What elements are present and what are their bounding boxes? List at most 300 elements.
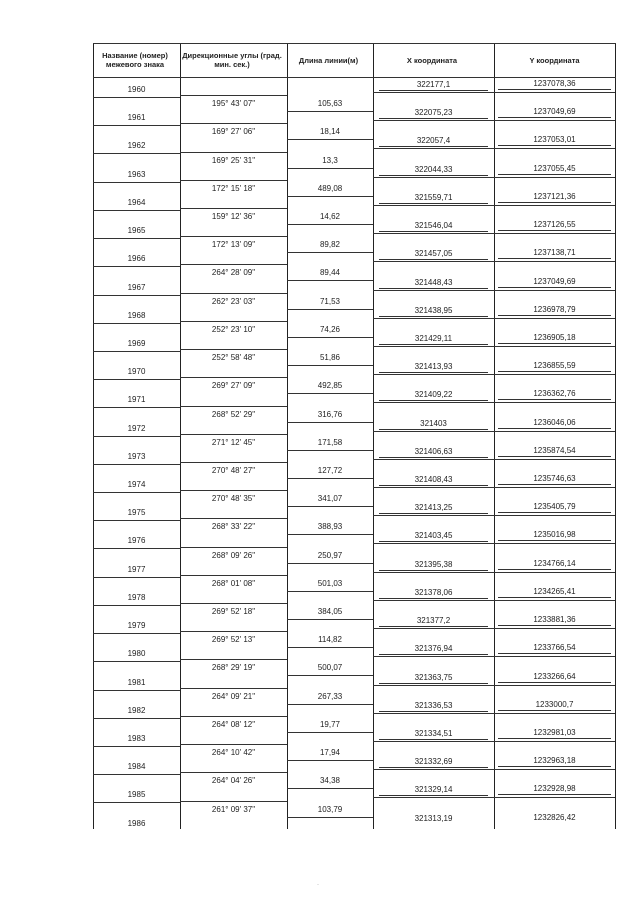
point-name: 1965 <box>127 226 146 236</box>
row-rule <box>379 485 488 486</box>
row-rule <box>498 117 611 118</box>
row-rule <box>93 210 180 211</box>
row-rule <box>287 168 373 169</box>
point-name: 1977 <box>127 564 146 574</box>
y-coordinate: 1232981,03 <box>533 728 576 737</box>
line-length: 127,72 <box>317 465 343 475</box>
y-coordinate: 1232826,42 <box>533 812 576 822</box>
row-rule <box>93 351 180 352</box>
row-rule <box>373 290 615 291</box>
line-length: 250,97 <box>317 550 343 560</box>
row-rule <box>379 429 488 430</box>
row-rule <box>379 316 488 317</box>
point-name: 1967 <box>127 282 146 292</box>
line-length: 13,3 <box>322 155 338 165</box>
point-name: 1968 <box>127 310 146 320</box>
header-x-coordinate: X координата <box>406 55 458 65</box>
y-coordinate: 1233881,36 <box>533 615 576 625</box>
row-rule <box>498 315 611 316</box>
y-coordinate: 1235405,79 <box>533 502 576 512</box>
row-rule <box>287 591 373 592</box>
x-coordinate: 321395,38 <box>414 559 453 569</box>
x-coordinate: 321403,45 <box>414 531 453 541</box>
row-rule <box>180 152 287 153</box>
row-rule <box>379 795 488 796</box>
x-coordinate: 321406,63 <box>414 446 453 456</box>
directional-angle: 172° 13' 09" <box>211 240 256 250</box>
row-rule <box>93 295 180 296</box>
directional-angle: 268° 52' 29" <box>211 409 256 419</box>
point-name: 1978 <box>127 592 146 602</box>
x-coordinate: 321376,94 <box>414 644 453 654</box>
row-rule <box>93 520 180 521</box>
directional-angle: 268° 29' 19" <box>211 663 256 673</box>
row-rule <box>180 293 287 294</box>
row-rule <box>379 598 488 599</box>
line-length: 489,08 <box>317 183 343 193</box>
point-name: 1973 <box>127 451 146 461</box>
row-rule <box>180 434 287 435</box>
x-coordinate: 321429,11 <box>414 333 453 343</box>
point-name: 1974 <box>127 480 146 490</box>
row-rule <box>287 760 373 761</box>
row-rule <box>180 123 287 124</box>
directional-angle: 264° 10' 42" <box>211 748 256 758</box>
y-coordinate: 1236362,76 <box>533 389 576 399</box>
row-rule <box>287 647 373 648</box>
point-name: 1982 <box>127 705 146 715</box>
row-rule <box>93 464 180 465</box>
row-rule <box>93 577 180 578</box>
point-name: 1980 <box>127 649 146 659</box>
row-rule <box>373 572 615 573</box>
row-rule <box>180 603 287 604</box>
row-rule <box>498 625 611 626</box>
row-rule <box>287 280 373 281</box>
directional-angle: 261° 09' 37" <box>211 804 256 814</box>
row-rule <box>93 605 180 606</box>
point-name: 1972 <box>127 423 146 433</box>
y-coordinate: 1234265,41 <box>533 586 576 596</box>
point-name: 1966 <box>127 254 146 264</box>
directional-angle: 172° 15' 18" <box>211 183 256 193</box>
point-name: 1971 <box>127 395 146 405</box>
line-length: 89,44 <box>319 268 341 278</box>
y-coordinate: 1233000,7 <box>535 699 574 709</box>
directional-angle: 264° 04' 26" <box>211 776 256 786</box>
directional-angle: 269° 27' 09" <box>211 381 256 391</box>
page-mark: · <box>317 882 319 888</box>
x-coordinate: 321332,69 <box>414 757 453 767</box>
y-coordinate: 1237126,55 <box>533 220 576 230</box>
header-y-coordinate: Y координата <box>529 55 580 65</box>
row-rule <box>498 202 611 203</box>
column-rule <box>494 43 495 829</box>
row-rule <box>287 139 373 140</box>
row-rule <box>498 428 611 429</box>
point-name: 1985 <box>127 790 146 800</box>
row-rule <box>498 766 611 767</box>
point-name: 1983 <box>127 734 146 743</box>
row-rule <box>287 788 373 789</box>
y-coordinate: 1234766,14 <box>533 558 576 568</box>
point-name: 1984 <box>127 762 146 772</box>
row-rule <box>373 543 615 544</box>
y-coordinate: 1237138,71 <box>533 248 576 258</box>
row-rule <box>287 563 373 564</box>
line-length: 341,07 <box>317 494 343 504</box>
directional-angle: 268° 09' 26" <box>211 550 256 560</box>
row-rule <box>180 95 287 96</box>
row-rule <box>373 261 615 262</box>
directional-angle: 271° 12' 45" <box>211 437 256 447</box>
x-coordinate: 322075,23 <box>414 108 453 118</box>
y-coordinate: 1237049,69 <box>533 107 576 117</box>
point-name: 1986 <box>127 818 146 828</box>
x-coordinate: 321559,71 <box>414 192 453 202</box>
row-rule <box>373 233 615 234</box>
line-length: 71,53 <box>319 296 341 306</box>
row-rule <box>287 534 373 535</box>
row-rule <box>379 372 488 373</box>
row-rule <box>287 252 373 253</box>
row-rule <box>373 685 615 686</box>
directional-angle: 169° 25' 31" <box>211 155 256 165</box>
row-rule <box>287 111 373 112</box>
row-rule <box>498 682 611 683</box>
directional-angle: 262° 23' 03" <box>211 296 256 306</box>
row-rule <box>180 659 287 660</box>
directional-angle: 268° 33' 22" <box>211 522 256 532</box>
row-rule <box>373 515 615 516</box>
row-rule <box>93 548 180 549</box>
x-coordinate: 321336,53 <box>414 700 453 710</box>
row-rule <box>93 633 180 634</box>
point-name: 1964 <box>127 197 146 207</box>
x-coordinate: 321457,05 <box>414 249 453 259</box>
row-rule <box>180 518 287 519</box>
row-rule <box>93 661 180 662</box>
row-rule <box>93 323 180 324</box>
x-coordinate: 321413,25 <box>414 503 453 513</box>
y-coordinate: 1237053,01 <box>533 135 576 145</box>
row-rule <box>373 741 615 742</box>
line-length: 103,79 <box>317 804 343 814</box>
point-name: 1970 <box>127 367 146 377</box>
row-rule <box>498 456 611 457</box>
x-coordinate: 321334,51 <box>414 729 453 738</box>
row-rule <box>379 288 488 289</box>
row-rule <box>379 344 488 345</box>
line-length: 14,62 <box>319 211 341 221</box>
row-rule <box>373 487 615 488</box>
row-rule <box>93 266 180 267</box>
y-coordinate: 1232928,98 <box>533 784 576 794</box>
row-rule <box>287 675 373 676</box>
row-rule <box>498 512 611 513</box>
row-rule <box>373 769 615 770</box>
row-rule <box>498 399 611 400</box>
row-rule <box>180 406 287 407</box>
y-coordinate: 1237049,69 <box>533 276 576 286</box>
row-rule <box>498 287 611 288</box>
row-rule <box>180 631 287 632</box>
row-rule <box>93 492 180 493</box>
row-rule <box>498 710 611 711</box>
row-rule <box>373 797 615 798</box>
row-rule <box>287 365 373 366</box>
row-rule <box>180 575 287 576</box>
row-rule <box>379 654 488 655</box>
row-rule <box>498 343 611 344</box>
row-rule <box>373 205 615 206</box>
directional-angle: 269° 52' 18" <box>211 607 256 617</box>
row-rule <box>379 513 488 514</box>
row-rule <box>287 196 373 197</box>
row-rule <box>180 180 287 181</box>
row-rule <box>287 478 373 479</box>
y-coordinate: 1235016,98 <box>533 530 576 540</box>
row-rule <box>93 690 180 691</box>
line-length: 18,14 <box>319 127 341 137</box>
line-length: 501,03 <box>317 578 343 588</box>
row-rule <box>379 683 488 684</box>
row-rule <box>373 431 615 432</box>
row-rule <box>498 258 611 259</box>
x-coordinate: 322044,33 <box>414 164 453 174</box>
row-rule <box>379 90 488 91</box>
line-length: 384,05 <box>317 607 343 617</box>
header-point-name: Название (номер) межевого знака <box>102 51 168 69</box>
point-name: 1981 <box>127 677 146 687</box>
row-rule <box>498 484 611 485</box>
row-rule <box>379 626 488 627</box>
row-rule <box>93 125 180 126</box>
row-rule <box>379 146 488 147</box>
row-rule <box>498 738 611 739</box>
row-rule <box>93 774 180 775</box>
line-length: 492,85 <box>317 381 343 391</box>
row-rule <box>180 264 287 265</box>
row-rule <box>287 393 373 394</box>
row-rule <box>379 203 488 204</box>
row-rule <box>287 224 373 225</box>
row-rule <box>180 772 287 773</box>
row-rule <box>373 600 615 601</box>
row-rule <box>93 97 180 98</box>
x-coordinate: 321378,06 <box>414 587 453 597</box>
row-rule <box>180 716 287 717</box>
row-rule <box>180 744 287 745</box>
point-name: 1961 <box>127 113 146 123</box>
row-rule <box>498 540 611 541</box>
y-coordinate: 1235874,54 <box>533 445 576 455</box>
x-coordinate: 321403 <box>420 418 447 428</box>
row-rule <box>379 711 488 712</box>
row-rule <box>287 450 373 451</box>
row-rule <box>379 570 488 571</box>
row-rule <box>373 120 615 121</box>
x-coordinate: 321448,43 <box>414 277 453 287</box>
y-coordinate: 1237121,36 <box>533 191 576 201</box>
point-name: 1963 <box>127 169 146 179</box>
row-rule <box>180 688 287 689</box>
row-rule <box>498 653 611 654</box>
row-rule <box>287 817 373 818</box>
row-rule <box>180 801 287 802</box>
x-coordinate: 321329,14 <box>414 785 453 795</box>
y-coordinate: 1236855,59 <box>533 361 576 371</box>
row-rule <box>373 318 615 319</box>
row-rule <box>180 236 287 237</box>
directional-angle: 169° 27' 06" <box>211 127 256 137</box>
row-rule <box>373 713 615 714</box>
y-coordinate: 1237078,36 <box>533 79 576 88</box>
point-name: 1960 <box>127 85 146 94</box>
row-rule <box>93 182 180 183</box>
point-name: 1976 <box>127 536 146 546</box>
row-rule <box>93 718 180 719</box>
row-rule <box>93 153 180 154</box>
row-rule <box>180 490 287 491</box>
row-rule <box>287 704 373 705</box>
x-coordinate: 321409,22 <box>414 390 453 400</box>
row-rule <box>93 436 180 437</box>
row-rule <box>180 377 287 378</box>
row-rule <box>498 145 611 146</box>
x-coordinate: 321413,93 <box>414 362 453 372</box>
directional-angle: 252° 58' 48" <box>211 353 256 363</box>
row-rule <box>373 656 615 657</box>
row-rule <box>373 374 615 375</box>
row-rule <box>373 148 615 149</box>
line-length: 114,82 <box>318 635 342 645</box>
y-coordinate: 1233266,64 <box>533 671 576 681</box>
header-directional-angle: Дирекционные углы (град. мин. сек.) <box>182 51 282 69</box>
point-name: 1962 <box>127 141 146 151</box>
row-rule <box>498 230 611 231</box>
row-rule <box>373 177 615 178</box>
row-rule <box>498 794 611 795</box>
x-coordinate: 322177,1 <box>416 80 451 89</box>
row-rule <box>498 597 611 598</box>
y-coordinate: 1233766,54 <box>533 643 576 653</box>
line-length: 105,63 <box>317 99 343 109</box>
header-line-length: Длина линии(м) <box>298 55 359 65</box>
y-coordinate: 1236905,18 <box>533 332 576 342</box>
row-rule <box>373 92 615 93</box>
row-rule <box>373 346 615 347</box>
x-coordinate: 321438,95 <box>414 305 453 315</box>
row-rule <box>379 231 488 232</box>
line-length: 34,38 <box>319 776 341 786</box>
row-rule <box>379 259 488 260</box>
line-length: 267,33 <box>317 691 343 701</box>
header-top-rule <box>93 43 616 44</box>
line-length: 51,86 <box>319 353 341 363</box>
row-rule <box>180 547 287 548</box>
line-length: 89,82 <box>319 240 341 250</box>
row-rule <box>379 457 488 458</box>
row-rule <box>498 174 611 175</box>
line-length: 316,76 <box>317 409 343 419</box>
point-name: 1975 <box>127 508 146 518</box>
row-rule <box>379 541 488 542</box>
x-coordinate: 321408,43 <box>414 475 453 485</box>
row-rule <box>93 238 180 239</box>
x-coordinate: 321546,04 <box>414 221 453 231</box>
directional-angle: 270° 48' 27" <box>211 465 256 475</box>
row-rule <box>379 175 488 176</box>
row-rule <box>379 767 488 768</box>
row-rule <box>287 506 373 507</box>
row-rule <box>180 208 287 209</box>
row-rule <box>373 459 615 460</box>
row-rule <box>287 732 373 733</box>
directional-angle: 264° 09' 21" <box>211 691 256 701</box>
x-coordinate: 321313,19 <box>414 813 453 823</box>
row-rule <box>93 746 180 747</box>
row-rule <box>373 402 615 403</box>
row-rule <box>373 628 615 629</box>
column-rule <box>373 43 374 829</box>
row-rule <box>379 118 488 119</box>
row-rule <box>498 569 611 570</box>
row-rule <box>93 802 180 803</box>
point-name: 1969 <box>127 338 146 348</box>
line-length: 171,58 <box>317 437 343 447</box>
y-coordinate: 1232963,18 <box>533 756 576 766</box>
line-length: 17,94 <box>319 748 341 758</box>
directional-angle: 268° 01' 08" <box>211 578 256 588</box>
directional-angle: 264° 28' 09" <box>211 268 256 278</box>
row-rule <box>287 619 373 620</box>
y-coordinate: 1236046,06 <box>533 417 576 427</box>
x-coordinate: 321363,75 <box>414 672 453 682</box>
x-coordinate: 322057,4 <box>416 136 451 146</box>
point-name: 1979 <box>127 621 146 631</box>
row-rule <box>93 379 180 380</box>
y-coordinate: 1237055,45 <box>533 163 576 173</box>
column-rule <box>615 43 616 829</box>
row-rule <box>498 371 611 372</box>
x-coordinate: 321377,2 <box>416 616 451 626</box>
directional-angle: 252° 23' 10" <box>211 324 256 334</box>
row-rule <box>287 309 373 310</box>
line-length: 388,93 <box>317 522 343 532</box>
row-rule <box>379 739 488 740</box>
row-rule <box>379 400 488 401</box>
directional-angle: 159° 12' 36" <box>211 211 256 221</box>
directional-angle: 264° 08' 12" <box>211 719 256 729</box>
line-length: 74,26 <box>319 324 341 334</box>
row-rule <box>287 422 373 423</box>
directional-angle: 270° 48' 35" <box>211 494 256 504</box>
row-rule <box>93 407 180 408</box>
header-bottom-rule <box>93 77 616 78</box>
line-length: 19,77 <box>319 719 341 729</box>
directional-angle: 269° 52' 13" <box>211 635 256 645</box>
row-rule <box>498 89 611 90</box>
row-rule <box>180 462 287 463</box>
y-coordinate: 1236978,79 <box>533 304 576 314</box>
row-rule <box>180 349 287 350</box>
y-coordinate: 1235746,63 <box>533 474 576 484</box>
line-length: 500,07 <box>317 663 343 673</box>
row-rule <box>180 321 287 322</box>
directional-angle: 195° 43' 07" <box>211 99 256 109</box>
row-rule <box>287 337 373 338</box>
